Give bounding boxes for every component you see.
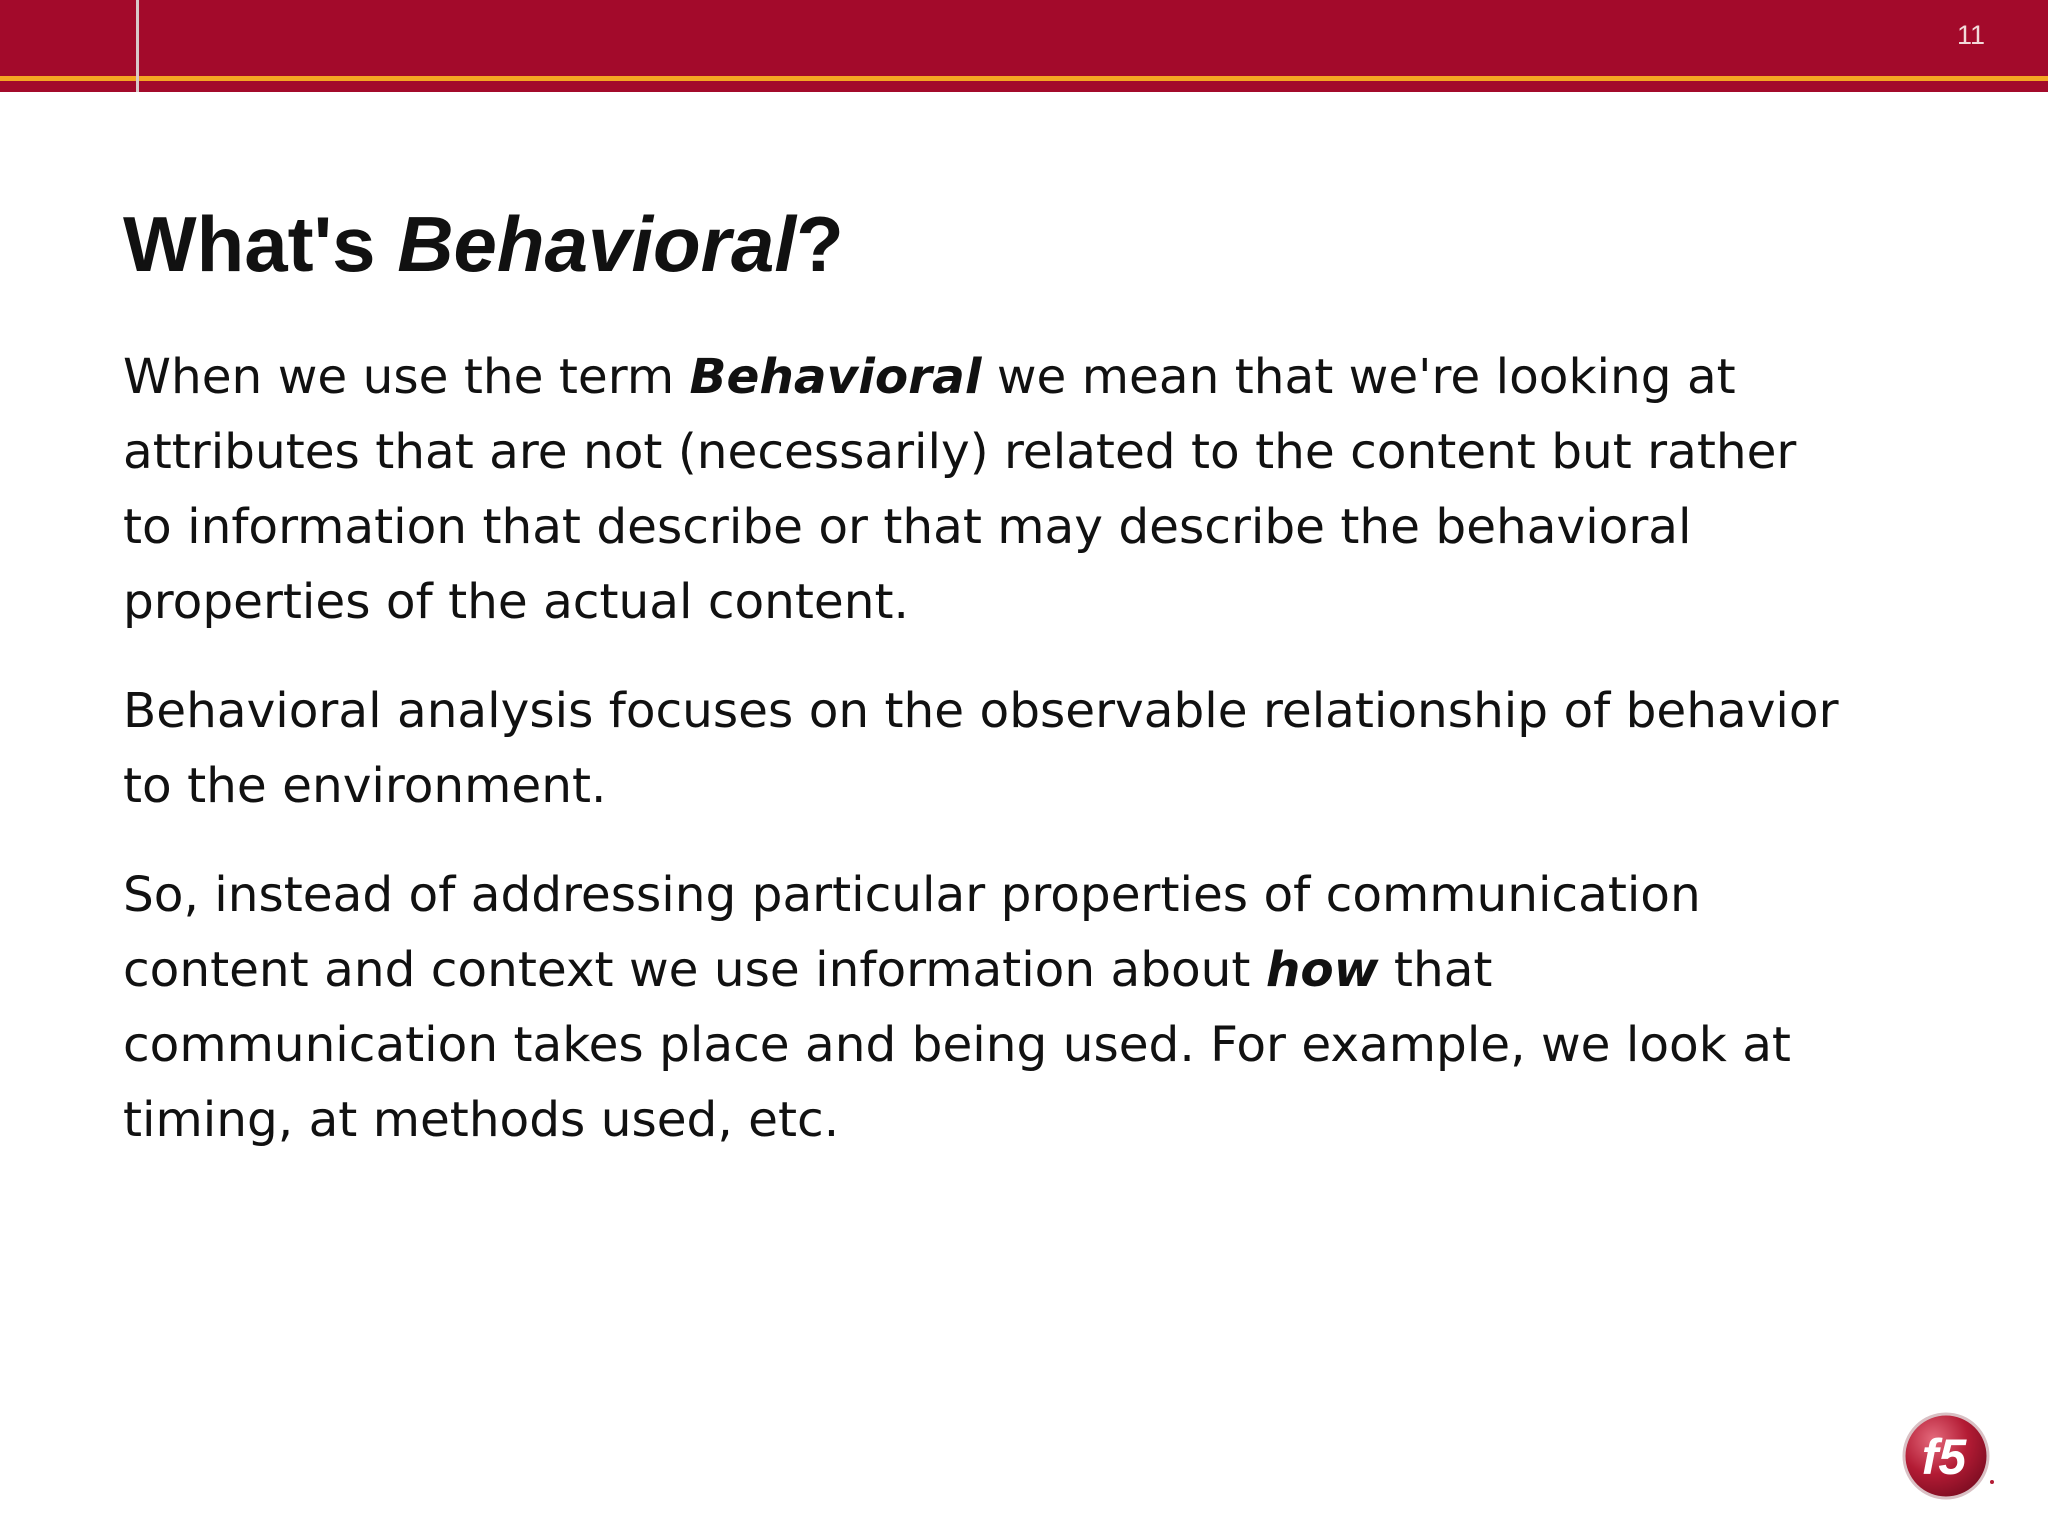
paragraph-definition	[123, 340, 1923, 640]
f5-logo-icon	[1900, 1406, 1998, 1504]
title-suffix: ?	[796, 200, 844, 288]
title-prefix: What's	[123, 200, 398, 288]
header-accent-stripe	[0, 76, 2048, 81]
slide-number: 11	[1956, 20, 1985, 50]
text-line: to the environment.	[123, 758, 607, 814]
text-line: So, instead of addressing particular properties of communication	[123, 867, 1701, 923]
text-line: timing, at methods used, etc.	[123, 1092, 840, 1148]
text-line	[123, 340, 1923, 415]
text-line: communication takes place and being used. For example, we look at	[123, 1017, 1791, 1073]
text-run: we mean that we're looking at	[981, 349, 1736, 405]
text-line: properties of the actual content.	[123, 574, 909, 630]
slide-title	[123, 198, 1823, 290]
paragraph-analysis	[123, 674, 1923, 824]
title-emphasis: Behavioral	[397, 200, 797, 288]
text-run: When we use the term	[123, 349, 690, 405]
header-divider	[136, 0, 139, 92]
logo-text: f5	[1921, 1429, 1967, 1485]
text-line: attributes that are not (necessarily) related to the content but rather	[123, 424, 1797, 480]
text-run: content and context we use information about	[123, 942, 1266, 998]
text-line: to information that describe or that may describe the behavioral	[123, 499, 1692, 555]
text-run: that	[1378, 942, 1493, 998]
text-line: Behavioral analysis focuses on the observable relationship of behavior	[123, 683, 1839, 739]
slide-body	[123, 340, 1923, 1192]
emphasis-text: Behavioral	[689, 349, 982, 405]
text-line	[123, 933, 1923, 1008]
paragraph-example	[123, 858, 1923, 1158]
f5-logo-graphic	[1900, 1406, 1998, 1504]
emphasis-text: how	[1265, 942, 1379, 998]
